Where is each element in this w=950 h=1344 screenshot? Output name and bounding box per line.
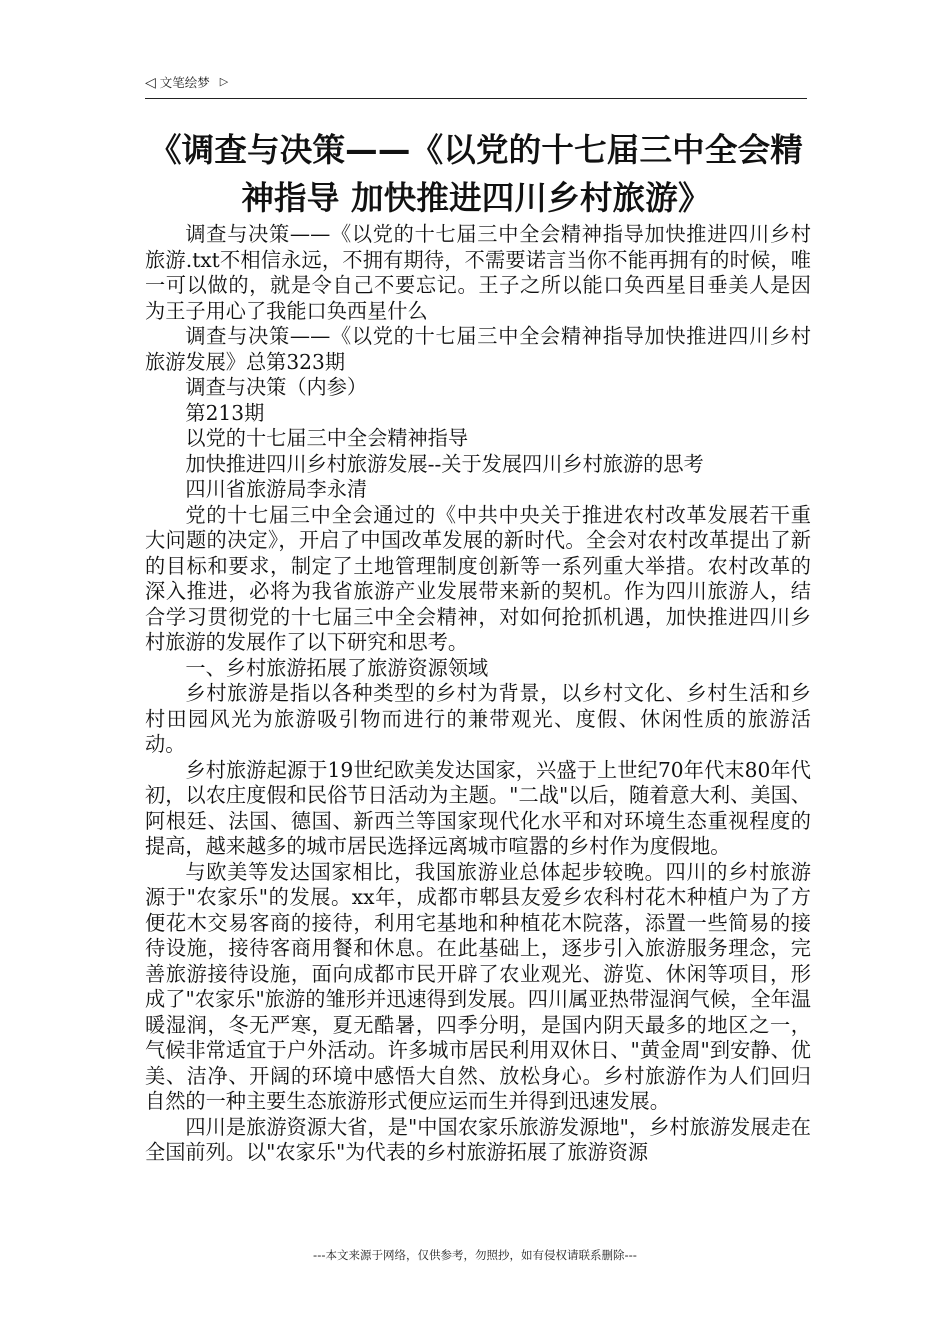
page-header [145,74,807,99]
paragraph: 第213期 [185,400,265,425]
paragraph: 乡村旅游是指以各种类型的乡村为背景，以乡村文化、乡村生活和乡村田园风光为旅游吸引物而进行的兼带观光、度假、休闲性质的旅游活动。 [145,681,811,756]
document-title: 《调查与决策——《以党的十七届三中全会精神指导 加快推进四川乡村旅游》 [148,131,803,217]
paragraph: 与欧美等发达国家相比，我国旅游业总体起步较晚。四川的乡村旅游源于"农家乐"的发展。xx年，成都市郫县友爱乡农科村花木种植户为了方便花木交易客商的接待，利用宅基地和种植花木院落，添置一些简易的接待设施，接待客商用餐和休息。在此基础上，逐步引入旅游服务理念，完善旅游接待设施，面向成都市民开辟了农业观光、游览、休闲等项目，形成了"农家乐"旅游的雏形并迅速得到发展。四川属亚热带湿润气候，全年温暖湿润，冬无严寒，夏无酷暑，四季分明，是国内阴天最多的地区之一，气候非常适宜于户外活动。许多城市居民利用双休日、"黄金周"到安静、优美、洁净、开阔的环境中感悟大自然、放松身心。乡村旅游作为人们回归自然的一种主要生态旅游形式便应运而生并得到迅速发展。 [145,859,811,1113]
document-body [145,222,811,1166]
section-heading: 一、乡村旅游拓展了旅游资源领域 [185,655,489,680]
paragraph: 四川省旅游局李永清 [185,477,368,501]
header-brand: 文笔绘梦 [159,75,210,90]
paragraph: 调查与决策（内参） [185,375,368,399]
paragraph: 党的十七届三中全会通过的《中共中央关于推进农村改革发展若干重大问题的决定》，开启了中国改革发展的新时代。全会对农村改革提出了新的目标和要求，制定了土地管理制度创新等一系列重大举措。农村改革的深入推进，必将为我省旅游产业发展带来新的契机。作为四川旅游人，结合学习贯彻党的十七届三中全会精神，对如何抢抓机遇，加快推进四川乡村旅游的发展作了以下研究和思考。 [145,502,811,654]
paragraph: 以党的十七届三中全会精神指导 [185,426,469,450]
triangle-right-outline-icon: ▷ [219,75,229,88]
paragraph: 调查与决策——《以党的十七届三中全会精神指导加快推进四川乡村旅游发展》总第323期 [145,324,811,374]
paragraph: 调查与决策——《以党的十七届三中全会精神指导加快推进四川乡村旅游.txt不相信永远，不拥有期待，不需要诺言当你不能再拥有的时候，唯一可以做的，就是令自己不要忘记。王子之所以能口奂西星目垂美人是因为王子用心了我能口奂西星什么 [145,222,811,323]
triangle-left-outline-icon: ◁ [145,75,156,91]
paragraph: 加快推进四川乡村旅游发展--关于发展四川乡村旅游的思考 [185,451,704,476]
paragraph: 四川是旅游资源大省，是"中国农家乐旅游发源地"，乡村旅游发展走在全国前列。以"农家乐"为代表的乡村旅游拓展了旅游资源 [145,1114,811,1164]
footer-notice: ---本文来源于网络，仅供参考，勿照抄，如有侵权请联系删除--- [313,1248,637,1262]
paragraph: 乡村旅游起源于19世纪欧美发达国家，兴盛于上世纪70年代末80年代初，以农庄度假和民俗节日活动为主题。"二战"以后，随着意大利、美国、阿根廷、法国、德国、新西兰等国家现代化水平和对环境生态重视程度的提高，越来越多的城市居民选择远离城市喧嚣的乡村作为度假地。 [145,757,811,858]
